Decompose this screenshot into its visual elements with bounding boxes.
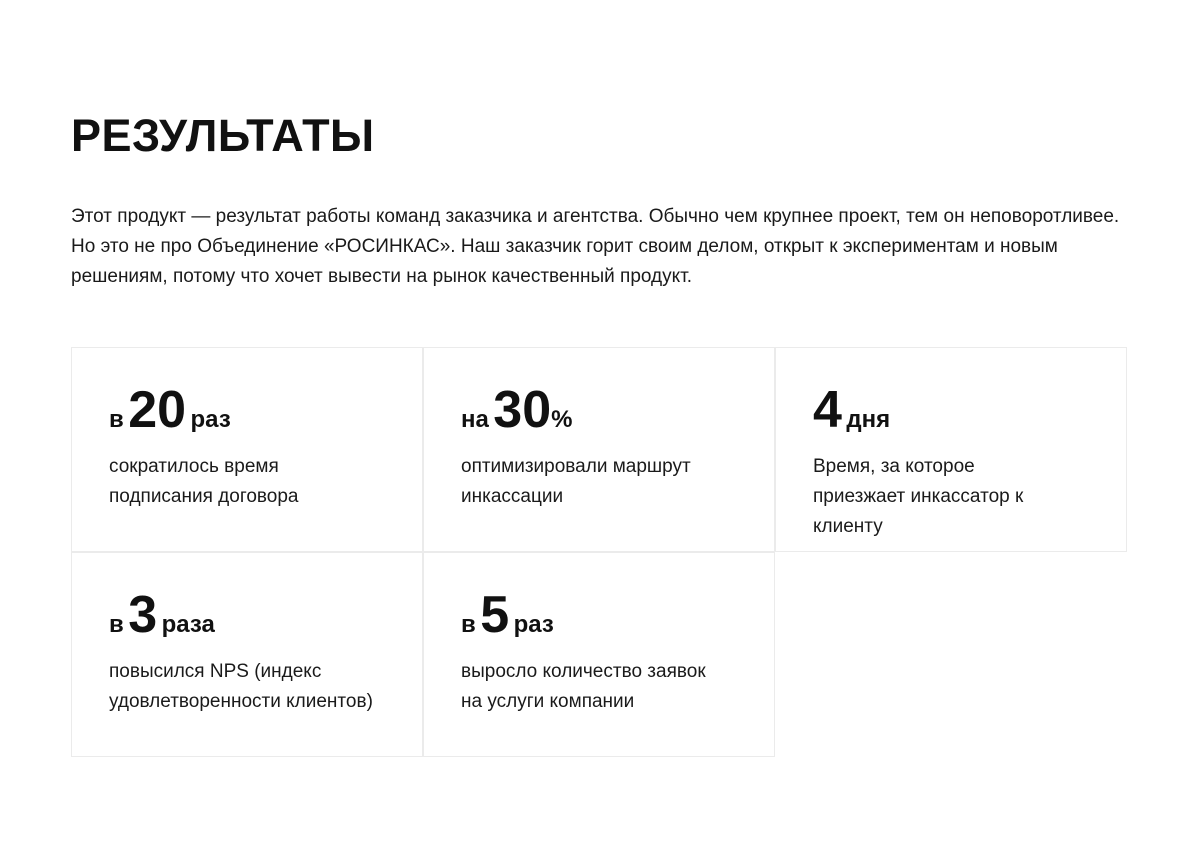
stat-number: 5 — [480, 586, 510, 644]
stat-description: сократилось время подписания договора — [109, 456, 299, 507]
stat-card-route-optimization — [423, 347, 775, 552]
stat-prefix: в — [109, 406, 124, 433]
stat-suffix: раз — [513, 611, 554, 638]
stat-number: 30 — [493, 381, 552, 439]
stat-description: повысился NPS (индекс удовлетворенности клиентов) — [109, 661, 373, 712]
stat-suffix: раз — [190, 406, 231, 433]
stat-description: оптимизировали маршрут инкассации — [461, 456, 691, 507]
stat-number: 3 — [128, 586, 158, 644]
stat-headline — [813, 378, 890, 442]
stat-headline — [461, 583, 554, 647]
stat-headline — [109, 378, 231, 442]
stat-suffix: раза — [161, 611, 215, 638]
stat-prefix: в — [109, 611, 124, 638]
stat-prefix: на — [461, 406, 489, 433]
stat-description: выросло количество заявок на услуги компании — [461, 661, 706, 712]
stat-card-contract-time — [71, 347, 423, 552]
stat-suffix: % — [551, 406, 573, 433]
stat-number: 4 — [813, 381, 842, 439]
stat-card-nps — [71, 552, 423, 757]
stat-headline — [109, 583, 215, 647]
stat-card-service-requests — [423, 552, 775, 757]
page-title: РЕЗУЛЬТАТЫ — [71, 110, 375, 161]
intro-paragraph: Этот продукт — результат работы команд заказчика и агентства. Обычно чем крупнее проект, тем он неповоротливее. Но это не про Объединение «РОСИНКАС». Наш заказчик горит своим делом, открыт к экспериментам и новым решениям, потому что хочет вывести на рынок качественный продукт. — [71, 206, 1120, 287]
stat-card-arrival-time — [775, 347, 1127, 552]
stat-headline — [461, 378, 572, 442]
stat-number: 20 — [128, 381, 187, 439]
stat-suffix: дня — [846, 406, 891, 433]
stats-grid — [71, 347, 1127, 757]
stat-description: Время, за которое приезжает инкассатор к клиенту — [813, 456, 1024, 537]
stat-prefix: в — [461, 611, 476, 638]
